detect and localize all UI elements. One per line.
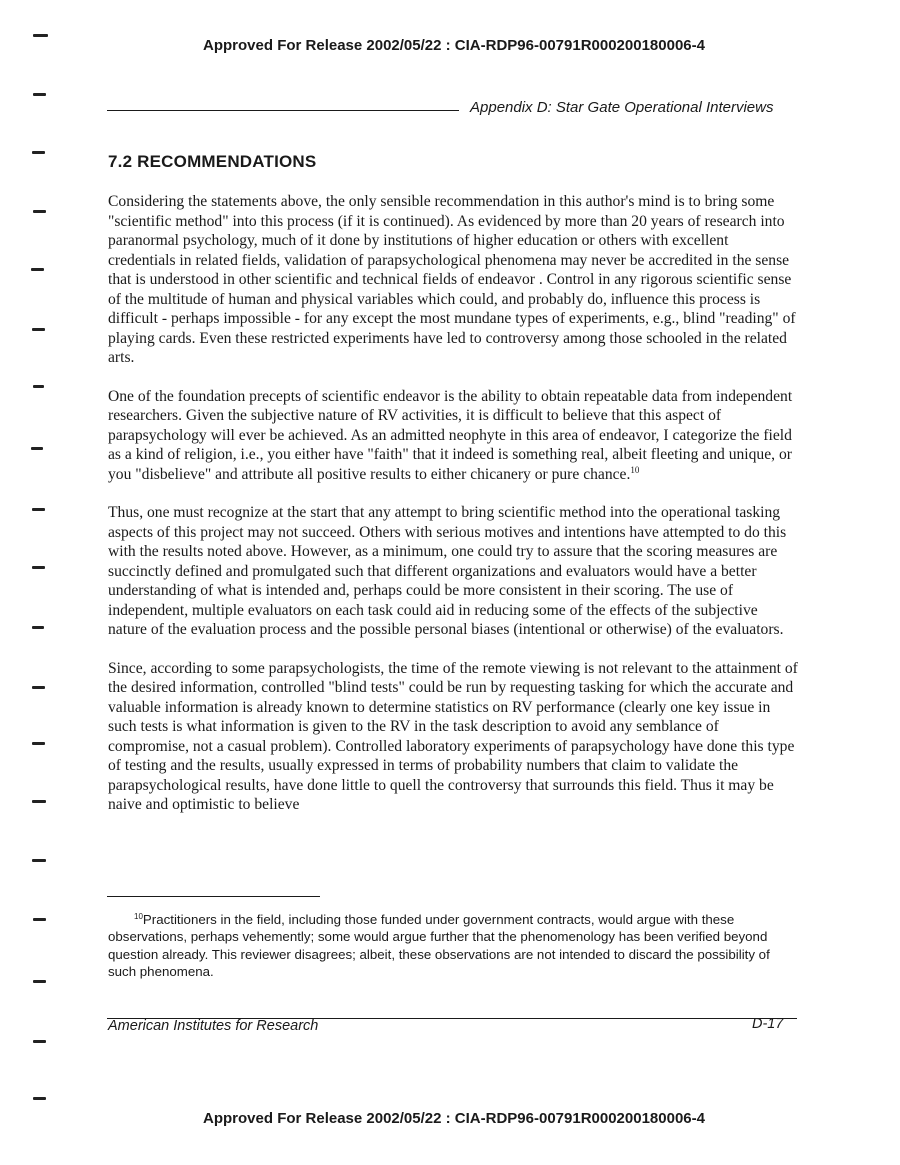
footnote <box>108 911 798 980</box>
paragraph-2-text: One of the foundation precepts of scientific endeavor is the ability to obtain repeatable data from independent researchers. Given the subjective nature of RV activities, it is difficult to believe that this aspect of parapsychology will ever be achieved. As an admitted neophyte in this area of endeavor, I categorize the field as a kind of religion, i.e., you either have "faith" that it indeed is something real, albeit fleeting and unique, or you "disbelieve" and attribute all positive results to either chicanery or pure chance. <box>108 387 793 483</box>
header-rule <box>107 110 459 111</box>
paragraph-2 <box>108 387 798 485</box>
footnote-number: 10 <box>134 912 143 921</box>
paragraph-1: Considering the statements above, the only sensible recommendation in this author's mind is to bring some "scientific method" into this process (if it is continued). As evidenced by more than 20 years of research into paranormal psychology, much of it done by institutions of higher education or others with excellent credentials in related fields, validation of parapsychological phenomena may never be accredited in the sense that is understood in other scientific and technical fields of endeavor . Control in any rigorous scientific sense of the multitude of human and physical variables which could, and probably do, influence this process is difficult - perhaps impossible - for any except the most mundane types of experiments, e.g., blind "reading" of playing cards. Even these restricted experiments have led to controversy among those schooled in the related arts. <box>108 193 796 366</box>
footnote-rule <box>107 896 320 897</box>
footnote-reference: 10 <box>630 464 640 475</box>
footnote-text: Practitioners in the field, including those funded under government contracts, would argue with these observations, perhaps vehemently; some would argue further that the phenomenology has been verified beyond question already. This reviewer disagrees; albeit, these observations are not intended to discard the possibility of such phenomena. <box>108 912 770 979</box>
footer-organization: American Institutes for Research <box>108 1018 319 1034</box>
scan-margin-marks <box>0 0 60 1165</box>
body-text <box>108 192 798 834</box>
section-heading: 7.2 RECOMMENDATIONS <box>108 152 317 171</box>
release-stamp-top: Approved For Release 2002/05/22 : CIA-RDP96-00791R000200180006-4 <box>203 37 705 54</box>
page-number: D-17 <box>752 1016 784 1032</box>
paragraph-4: Since, according to some parapsychologists, the time of the remote viewing is not relevant to the attainment of the desired information, controlled "blind tests" could be run by requesting tasking for which the accurate and valuable information is already known to determine statistics on RV performance (clearly one key issue in such tests is what information is given to the RV in the task description to avoid any semblance of compromise, not a casual problem). Controlled laboratory experiments of parapsychology have done this type of testing and the results, usually expressed in terms of probability numbers that claim to validate the parapsychological results, have done little to quell the controversy that surrounds this field. Thus it may be naive and optimistic to believe <box>108 659 798 813</box>
running-header: Appendix D: Star Gate Operational Interviews <box>470 99 774 116</box>
paragraph-3: Thus, one must recognize at the start that any attempt to bring scientific method into the operational tasking aspects of this project may not succeed. Others with serious motives and intentions have attempted to do this with the results noted above. However, as a minimum, one could try to assure that the scoring measures are succinctly defined and promulgated such that different organizations and evaluators would have a better understanding of what is intended and, perhaps could be more consistent in their scoring. The use of independent, multiple evaluators on each task could aid in reducing some of the effects of the subjective nature of the evaluation process and the possible personal biases (intentional or otherwise) of the evaluators. <box>108 504 787 638</box>
release-stamp-bottom: Approved For Release 2002/05/22 : CIA-RDP96-00791R000200180006-4 <box>203 1110 705 1127</box>
